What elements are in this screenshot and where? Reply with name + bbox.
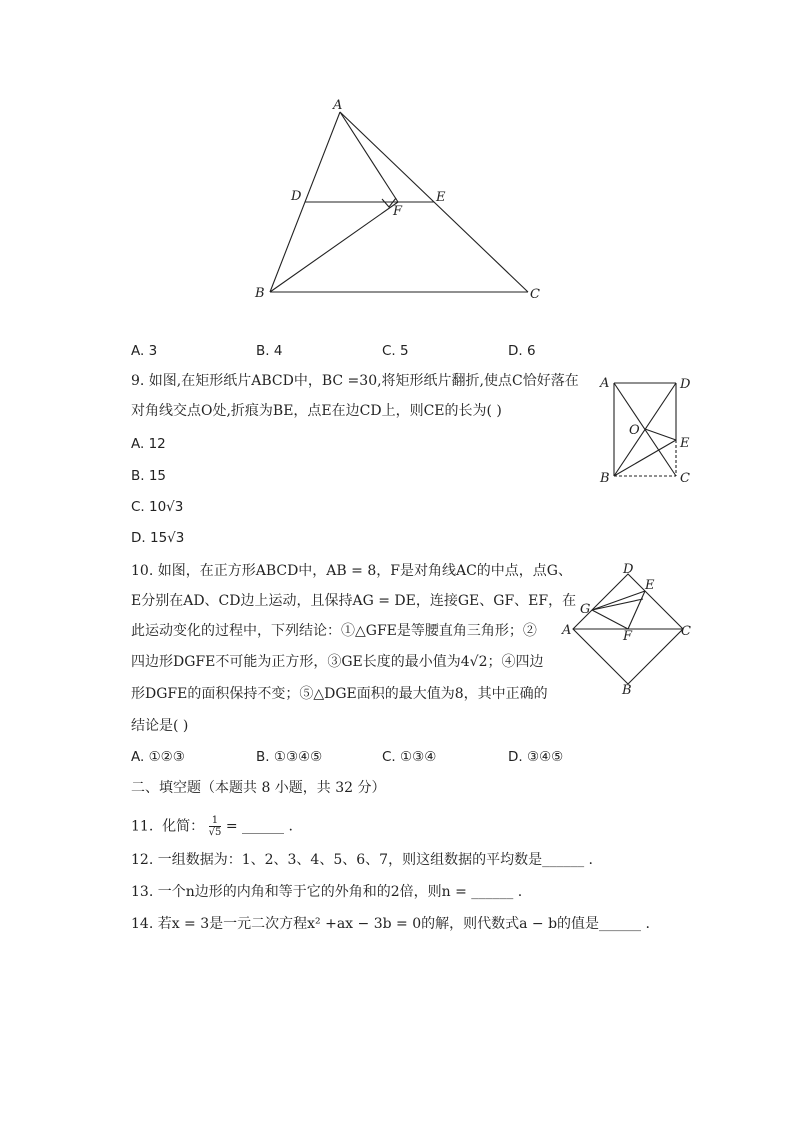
q11-fraction [209, 815, 222, 838]
label-b: B [600, 471, 610, 486]
label-e: E [680, 436, 690, 451]
label-a: A [562, 623, 572, 638]
label-a: A [600, 376, 610, 391]
q13-text: 13. 一个n边形的内角和等于它的外角和的2倍，则n = ______ . [131, 884, 523, 900]
q10-text-line-2: E分别在AD、CD边上运动，且保持AG = DE，连接GE、GF、EF，在 [131, 593, 577, 609]
label-d: D [680, 377, 691, 392]
label-o: O [629, 423, 640, 438]
label-f: F [623, 629, 633, 644]
q8-option-d[interactable]: D. 6 [508, 343, 536, 359]
label-f: F [393, 204, 403, 219]
fold-be [614, 440, 676, 476]
q10-text-line-6: 结论是( ) [131, 718, 189, 734]
fraction-numerator: 1 [209, 815, 222, 827]
label-e: E [645, 578, 655, 593]
q14-text: 14. 若x = 3是一元二次方程x² +ax − 3b = 0的解，则代数式a − b的值是______ . [131, 916, 650, 932]
q11-text: 化简： [162, 818, 205, 835]
rectangle-figure [596, 372, 716, 487]
q10-option-b[interactable]: B. ①③④⑤ [256, 749, 323, 765]
q10-text-line-4: 四边形DGFE不可能为正方形，③GE长度的最小值为4√2；④四边 [131, 654, 544, 670]
label-d: D [623, 562, 634, 577]
section-heading: 二、填空题（本题共 8 小题，共 32 分） [131, 780, 386, 796]
label-a: A [333, 98, 343, 113]
q9-text-line-1: 9. 如图,在矩形纸片ABCD中，BC =30,将矩形纸片翻折,使点C恰好落在 [131, 373, 579, 389]
q8-option-b[interactable]: B. 4 [256, 343, 283, 359]
label-c: C [530, 287, 540, 302]
segment-bf [270, 202, 398, 292]
q9-option-b[interactable]: B. 15 [131, 468, 167, 484]
q9-text-line-2: 对角线交点O处,折痕为BE，点E在边CD上，则CE的长为( ) [131, 403, 502, 419]
q10-option-d[interactable]: D. ③④⑤ [508, 749, 564, 765]
triangle-figure [0, 0, 794, 320]
label-g: G [580, 602, 591, 617]
q11-answer-blank[interactable]: = ______ . [225, 818, 293, 835]
q10-text-line-3: 此运动变化的过程中，下列结论：①△GFE是等腰直角三角形；② [131, 623, 537, 639]
q11-number: 11. [131, 818, 154, 835]
q8-option-c[interactable]: C. 5 [382, 343, 409, 359]
q9-option-d[interactable]: D. 15√3 [131, 530, 185, 546]
segment-af [340, 112, 398, 202]
label-c: C [681, 624, 691, 639]
q10-option-c[interactable]: C. ①③④ [382, 749, 437, 765]
q12-text: 12. 一组数据为：1、2、3、4、5、6、7，则这组数据的平均数是______ . [131, 852, 593, 868]
q11-line [131, 815, 293, 838]
segment-gf [592, 610, 628, 629]
q10-option-a[interactable]: A. ①②③ [131, 749, 185, 765]
label-b: B [255, 286, 265, 301]
label-b: B [622, 683, 632, 698]
q8-option-a[interactable]: A. 3 [131, 343, 158, 359]
label-c: C [680, 471, 690, 486]
q9-option-a[interactable]: A. 12 [131, 436, 166, 452]
label-d: D [291, 189, 302, 204]
q10-text-line-5: 形DGFE的面积保持不变；⑤△DGE面积的最大值为8，其中正确的 [131, 686, 548, 702]
segment-oe [645, 429, 676, 440]
q9-option-c[interactable]: C. 10√3 [131, 499, 184, 515]
q10-text-line-1: 10. 如图，在正方形ABCD中，AB = 8，F是对角线AC的中点，点G、 [131, 563, 572, 579]
fraction-denominator: √5 [208, 827, 222, 838]
square-figure [560, 562, 700, 702]
label-e: E [436, 190, 446, 205]
